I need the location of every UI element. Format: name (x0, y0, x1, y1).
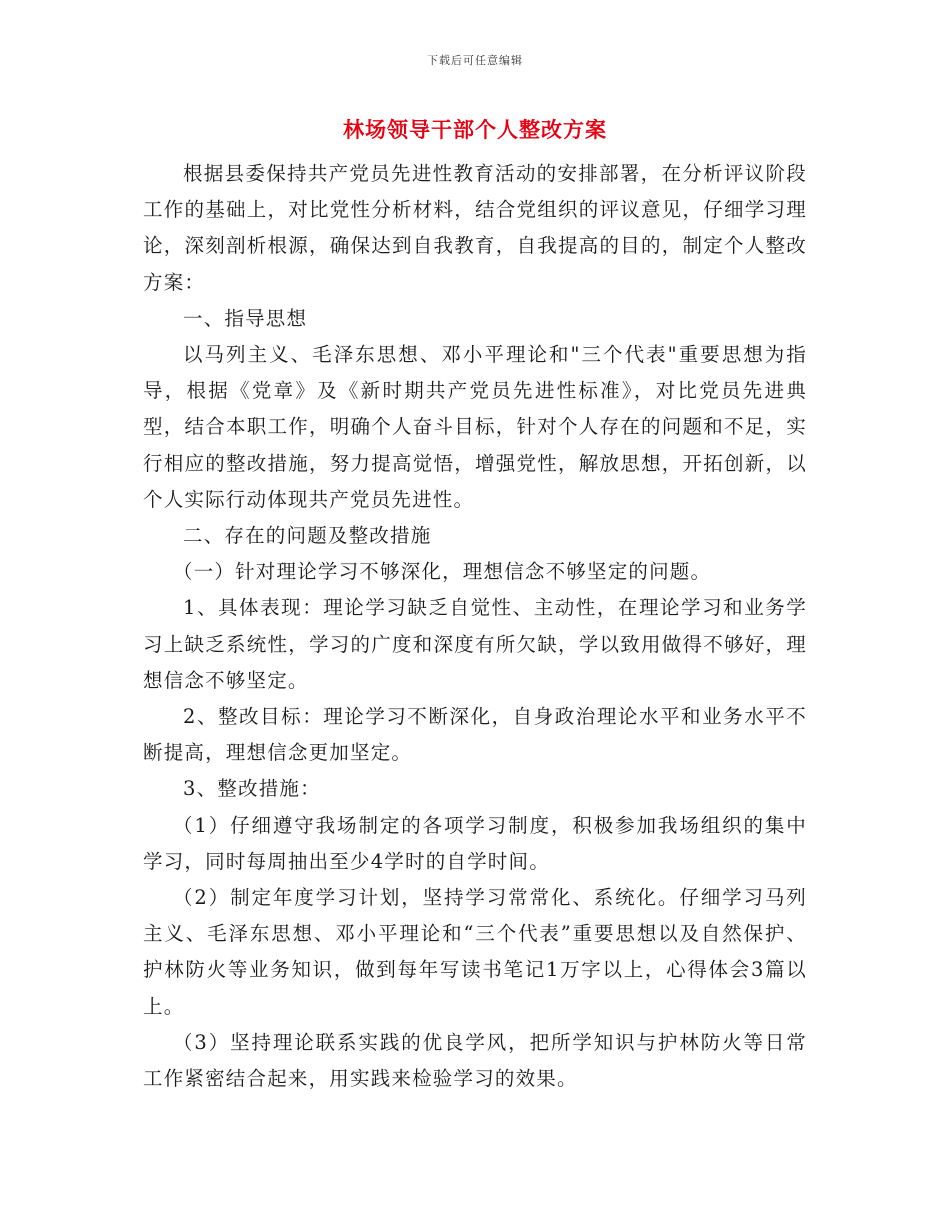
rectification-goal-paragraph: 2、整改目标：理论学习不断深化，自身政治理论水平和业务水平不断提高，理想信念更加坚定。 (143, 705, 807, 765)
section-heading-problems: 二、存在的问题及整改措施 (183, 524, 432, 548)
measure-item-3: （3）坚持理论联系实践的优良学风，把所学知识与护林防火等日常工作紧密结合起来，用实践来检验学习的效果。 (143, 1030, 807, 1091)
specific-manifestation-paragraph: 1、具体表现：理论学习缺乏自觉性、主动性，在理论学习和业务学习上缺乏系统性，学习的广度和深度有所欠缺，学以致用做得不够好，理想信念不够坚定。 (143, 596, 807, 692)
document-body (143, 156, 807, 1097)
header-note: 下载后可任意编辑 (427, 54, 523, 67)
document-title: 林场领导干部个人整改方案 (343, 117, 607, 142)
section-heading-guiding-thought: 一、指导思想 (183, 306, 308, 330)
subsection-heading-theory-study: （一）针对理论学习不够深化，理想信念不够坚定的问题。 (173, 560, 712, 584)
intro-paragraph: 根据县委保持共产党员先进性教育活动的安排部署，在分析评议阶段工作的基础上，对比党性分析材料，结合党组织的评议意见，仔细学习理论，深刻剖析根源，确保达到自我教育，自我提高的目的，制定个人整改方案： (143, 162, 807, 294)
guiding-thought-paragraph: 以马列主义、毛泽东思想、邓小平理论和"三个代表"重要思想为指导，根据《党章》及《新时期共产党员先进性标准》，对比党员先进典型，结合本职工作，明确个人奋斗目标，针对个人存在的问题和不足，实行相应的整改措施，努力提高觉悟，增强党性，解放思想，开拓创新，以个人实际行动体现共产党员先进性。 (143, 343, 807, 511)
rectification-measures-heading: 3、整改措施： (183, 777, 321, 801)
measure-item-1: （1）仔细遵守我场制定的各项学习制度，积极参加我场组织的集中学习，同时每周抽出至少4学时的自学时间。 (143, 813, 807, 873)
measure-item-2: （2）制定年度学习计划，坚持学习常常化、系统化。仔细学习马列主义、毛泽东思想、邓小平理论和“三个代表”重要思想以及自然保护、护林防火等业务知识，做到每年写读书笔记1万字以上，心得体会3篇以上。 (143, 886, 807, 1018)
